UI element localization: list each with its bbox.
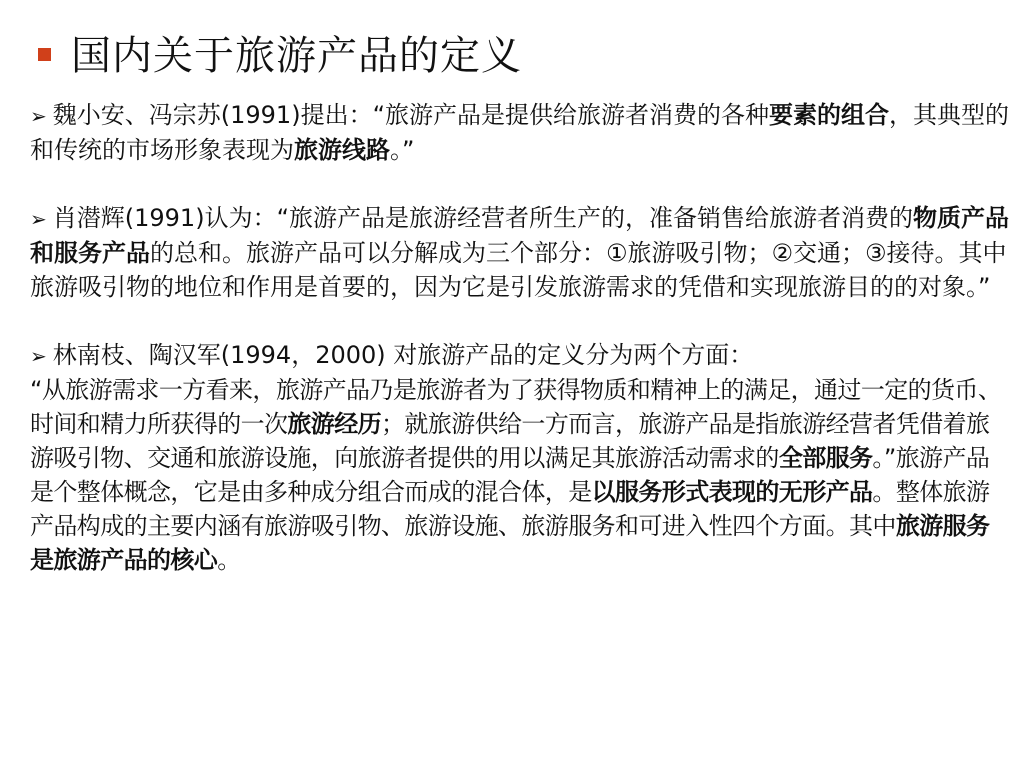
slide-content bbox=[30, 98, 1010, 577]
p1-text-c: ，其典型的和传统的市场形象表现为 bbox=[30, 101, 1010, 164]
p3-bold-3: 以服务形式表现的无形产品 bbox=[591, 478, 873, 506]
definition-paragraph-3-body bbox=[30, 373, 1010, 577]
arrow-bullet-icon: ➢ bbox=[30, 104, 47, 128]
p3-text-e: 。整体旅游产品构成的主要内涵有旅游吸引物、旅游设施、旅游服务和可进入性四个方面。其中 bbox=[30, 478, 990, 540]
p3-text-f: 。 bbox=[217, 546, 241, 574]
definition-paragraph-2 bbox=[30, 201, 1010, 304]
p1-bold-2: 旅游线路 bbox=[294, 136, 390, 164]
p2-text-c: 的总和。旅游产品可以分解成为三个部分：①旅游吸引物；②交通；③接待。其中旅游吸引物的地位和作用是首要的，因为它是引发旅游需求的凭借和实现旅游目的的对象。” bbox=[30, 239, 1007, 301]
p3-bold-2: 全部服务 bbox=[778, 444, 873, 472]
p1-text-a: 魏小安、冯宗苏(1991)提出：“旅游产品是提供给旅游者消费的各种 bbox=[52, 101, 770, 129]
slide-title: 国内关于旅游产品的定义 bbox=[71, 32, 522, 79]
square-bullet-icon bbox=[38, 48, 51, 61]
p3-head: 林南枝、陶汉军(1994，2000) 对旅游产品的定义分为两个方面： bbox=[52, 341, 754, 369]
p1-text-d: 。” bbox=[390, 136, 415, 164]
arrow-bullet-icon: ➢ bbox=[30, 207, 47, 231]
p1-bold-1: 要素的组合 bbox=[769, 101, 890, 129]
p3-bold-1: 旅游经历 bbox=[287, 410, 382, 438]
p3-text-c: ；就旅游供给一方而言，旅游产品是指旅游经营者凭借着旅游吸引物、交通和旅游设施，向旅游者提供的用以满足其旅游活动需求的 bbox=[30, 410, 990, 472]
arrow-bullet-icon: ➢ bbox=[30, 344, 47, 368]
definition-paragraph-3-heading bbox=[30, 338, 1010, 373]
p2-text-a: 肖潜辉(1991)认为：“旅游产品是旅游经营者所生产的，准备销售给旅游者消费的 bbox=[52, 204, 914, 232]
p3-bold-4: 旅游服务是旅游产品的核心 bbox=[30, 512, 990, 574]
definition-paragraph-1 bbox=[30, 98, 1010, 167]
p2-bold-1: 物质产品和服务产品 bbox=[30, 204, 1010, 267]
slide-title-row bbox=[38, 22, 522, 82]
p3-text-a: “从旅游需求一方看来，旅游产品乃是旅游者为了获得物质和精神上的满足，通过一定的货币、时间和精力所获得的一次 bbox=[30, 376, 1002, 438]
p3-text-d: 。”旅游产品是个整体概念，它是由多种成分组合而成的混合体，是 bbox=[30, 444, 990, 506]
